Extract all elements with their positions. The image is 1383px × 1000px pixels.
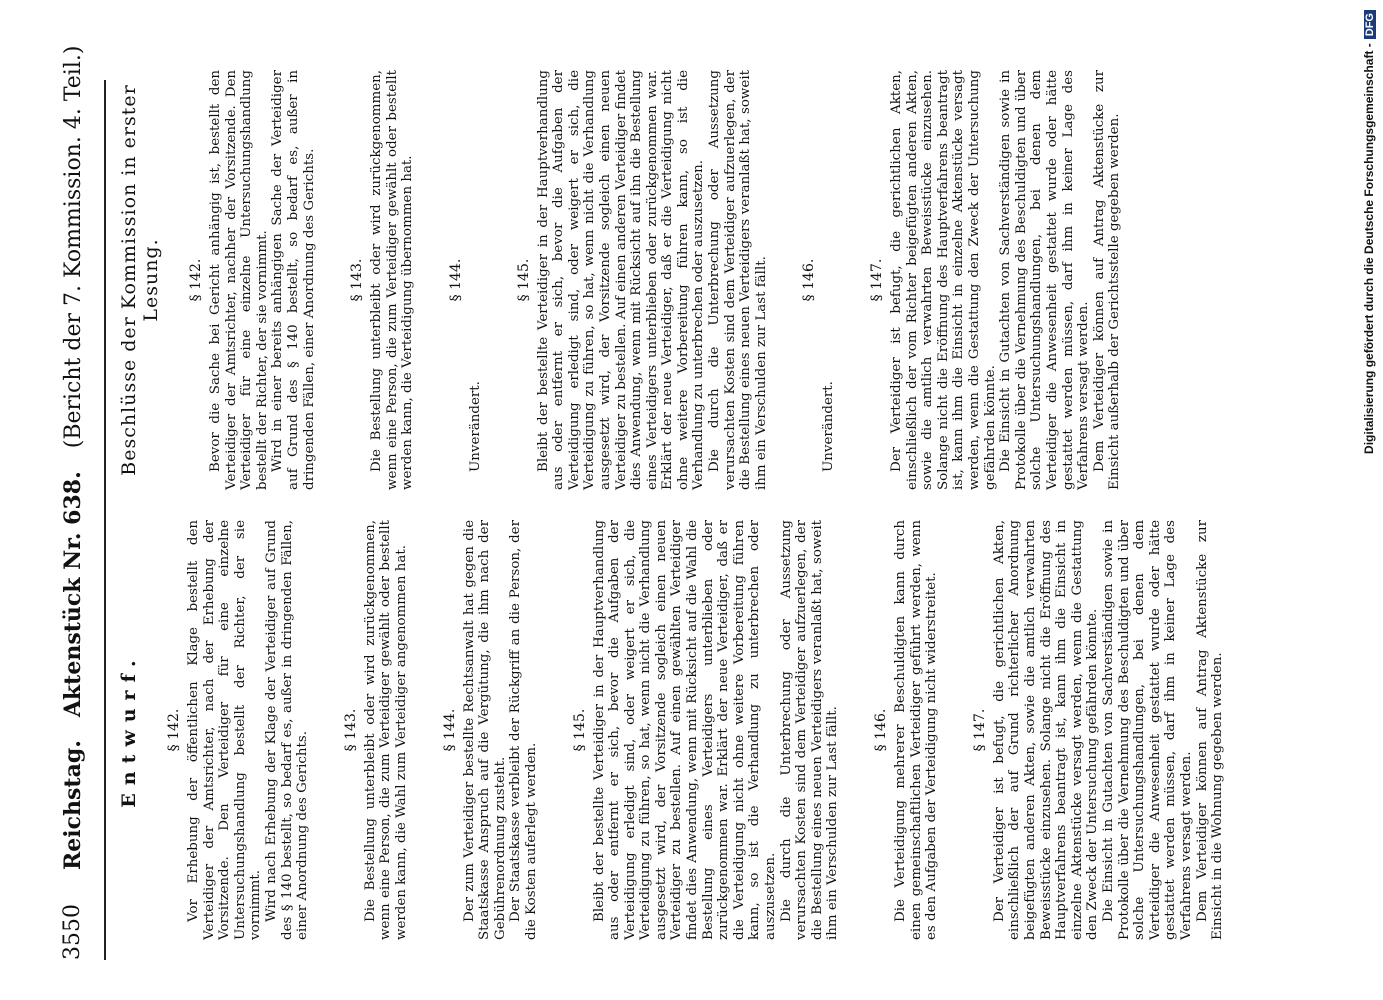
page-header (60, 45, 96, 960)
dfg-logo: DFG (1364, 10, 1376, 39)
header-doc: Aktenstück Nr. 638. (60, 471, 86, 718)
section (343, 520, 410, 940)
section-number: § 146. (801, 258, 818, 302)
left-sections (166, 520, 1226, 940)
section-paragraph: Der Verteidiger ist befugt, die gerichtlichen Akten, einschließlich der vom Richter beigefügten anderen Akten, sowie die amtlich verwahrten Beweisstücke einzusehen. Solange nicht die Eröffnung des Hauptverfahrens beantragt ist, kann ihm die Einsicht in einzelne Aktenstücke versagt werden, wenn die Gestattung den Zweck der Untersuchung gefährden könnte. (889, 70, 998, 490)
section-number: § 142. (188, 258, 204, 302)
section (349, 70, 416, 490)
section-paragraph: Die Verteidigung mehrerer Beschuldigten kann durch einen gemeinschaftlichen Verteidiger geführt werden, wenn es den Aufgaben der Verteidigung nicht widerstreitet. (893, 520, 940, 940)
digitization-note (1362, 10, 1382, 1000)
right-column-title: Beschlüsse der Kommission in erster Lesung. (118, 84, 162, 476)
section-paragraph: Der zum Verteidiger bestellte Rechtsanwalt hat gegen die Staatskasse Anspruch auf die Vergütung, die ihm nach der Gebührenordnung zusteht. (461, 520, 508, 940)
section-paragraph: Dem Verteidiger können auf Antrag Aktenstücke zur Einsicht außerhalb der Gerichtsstelle gegeben werden. (1091, 70, 1123, 490)
section-paragraph: Die Einsicht in Gutachten von Sachverständigen sowie in Protokolle über die Vernehmung des Beschuldigten und über solche Untersuchungshandlungen, bei denen dem Verteidiger die Anwesenheit gestattet wurde oder hätte gestattet werden müssen, darf ihm in keiner Lage des Verfahrens versagt werden. (998, 70, 1092, 490)
section-number: § 145. (571, 708, 588, 752)
section-number: § 144. (447, 258, 464, 302)
right-column-decisions (108, 70, 1155, 490)
section (572, 520, 842, 940)
section (873, 520, 940, 940)
header-rule (104, 80, 106, 960)
section-paragraph: Bevor die Sache bei Gericht anhängig ist, bestellt den Verteidiger der Amtsrichter, nachher der Vorsitzende. Den Verteidiger für eine einzelne Untersuchungshandlung bestellt der Richter, der sie vornimmt. (208, 70, 270, 490)
section-paragraph: Die durch die Unterbrechung oder Aussetzung verursachten Kosten sind dem Verteidiger aufzuerlegen, der die Bestellung eines neuen Verteidigers veranlaßt hat, soweit ihm ein Verschulden zur Last fällt. (707, 70, 769, 490)
section-number: § 145. (515, 258, 532, 302)
section (188, 70, 317, 490)
section-paragraph: Dem Verteidiger können auf Antrag Aktenstücke zur Einsicht in die Wohnung gegeben werden. (1194, 520, 1226, 940)
section (166, 520, 311, 940)
section (801, 70, 837, 490)
section-paragraph: Wird nach Erhebung der Klage der Verteidiger auf Grund des § 140 bestellt, so bedarf es, außer in dringenden Fällen, einer Anordnung des Gerichts. (263, 520, 311, 940)
left-column-title: Entwurf. (118, 652, 140, 808)
right-sections (188, 70, 1123, 490)
section-paragraph: Die durch die Unterbrechung oder Aussetzung verursachten Kosten sind dem Verteidiger aufzuerlegen, der die Bestellung eines neuen Verteidigers veranlaßt hat, soweit ihm ein Verschulden zur Last fällt. (778, 520, 841, 940)
section (516, 70, 770, 490)
section (442, 520, 540, 940)
section-paragraph: Der Staatskasse verbleibt der Rückgriff an die Person, der die Kosten auferlegt werden. (508, 520, 539, 940)
section (869, 70, 1123, 490)
left-column-draft (108, 520, 1258, 940)
section-paragraph: Unverändert. (821, 381, 837, 472)
section-paragraph: Bleibt der bestellte Verteidiger in der Hauptverhandlung aus oder entfernt er sich, bevor die Aufgaben der Verteidigung erledigt sind, oder weigert er sich, die Verteidigung zu führen, so hat, wenn nicht die Verhandlung ausgesetzt wird, der Vorsitzende sogleich einen neuen Verteidiger zu bestellen. Auf einen gewählten Verteidiger findet dies Anwendung, wenn mit Rücksicht auf die Wahl die Bestellung eines Verteidigers unterblieben oder zurückgenommen war. Erklärt der neue Verteidiger, daß er die Verteidigung nicht ohne weitere Vorbereitung führen kann, so ist die Verhandlung zu unterbrechen oder auszusetzen. (591, 520, 779, 940)
section-number: § 143. (349, 258, 366, 302)
section-paragraph: Die Bestellung unterbleibt oder wird zurückgenommen, wenn eine Person, die zum Verteidiger gewählt oder bestellt werden kann, die Wahl zum Verteidiger angenommen hat. (362, 520, 409, 940)
digitization-text: Digitalisierung gefördert durch die Deutsche Forschungsgemeinschaft - (1362, 43, 1376, 454)
header-title (60, 46, 86, 870)
section-number: § 146. (873, 708, 889, 752)
section (972, 520, 1226, 940)
section-number: § 147. (869, 258, 886, 302)
page-number: 3550 (60, 904, 85, 960)
header-paren: (Bericht der 7. Kommission. 4. Teil.) (61, 45, 86, 449)
header-reichstag: Reichstag. (60, 740, 86, 870)
section-paragraph: Bleibt der bestellte Verteidiger in der Hauptverhandlung aus oder entfernt er sich, bevor die Aufgaben der Verteidigung erledigt sind, oder weigert er sich, die Verteidigung zu führen, so hat, wenn nicht die Verhandlung ausgesetzt wird, der Vorsitzende sogleich einen neuen Verteidiger zu bestellen. Auf einen anderen Verteidiger findet dies Anwendung, wenn mit Rücksicht auf ihn die Bestellung eines Verteidigers unterblieben oder zurückgenommen war. Erklärt der neue Verteidiger, daß er die Verteidigung nicht ohne weitere Vorbereitung führen kann, so ist die Verhandlung zu unterbrechen oder auszusetzen. (535, 70, 707, 490)
section-number: § 143. (342, 708, 359, 752)
section-paragraph: Der Verteidiger ist befugt, die gerichtlichen Akten, einschließlich der auf Grund richterlicher Anordnung beigefügten anderen Akten, sowie die amtlich verwahrten Beweisstücke einzusehen. Solange nicht die Eröffnung des Hauptverfahrens beantragt ist, kann ihm die Einsicht in einzelne Aktenstücke versagt werden, wenn die Gestattung den Zweck der Untersuchung gefährden könnte. (991, 520, 1101, 940)
section-paragraph: Die Bestellung unterbleibt oder wird zurückgenommen, wenn eine Person, die zum Verteidiger gewählt oder bestellt werden kann, die Verteidigung übernommen hat. (369, 70, 416, 490)
section-paragraph: Unverändert. (467, 381, 483, 472)
section (448, 70, 484, 490)
section-number: § 147. (971, 708, 988, 752)
section-paragraph: Die Einsicht in Gutachten von Sachverständigen sowie in Protokolle über die Vernehmung des Beschuldigten und über solche Untersuchungshandlungen, bei denen dem Verteidiger die Anwesenheit gestattet wurde oder hätte gestattet werden müssen, darf ihm in keiner Lage des Verfahrens versagt werden. (1100, 520, 1194, 940)
section-paragraph: Wird in einer bereits anhängigen Sache der Verteidiger auf Grund des § 140 bestellt, so bedarf es, außer in dringenden Fällen, einer Anordnung des Gerichts. (270, 70, 317, 490)
section-paragraph: Vor Erhebung der öffentlichen Klage bestellt den Verteidiger der Amtsrichter, nach der Erhebung der Vorsitzende. Den Verteidiger für eine einzelne Untersuchungshandlung bestellt der Richter, der sie vornimmt. (186, 520, 264, 940)
section-number: § 144. (441, 708, 458, 752)
section-number: § 142. (166, 708, 182, 752)
